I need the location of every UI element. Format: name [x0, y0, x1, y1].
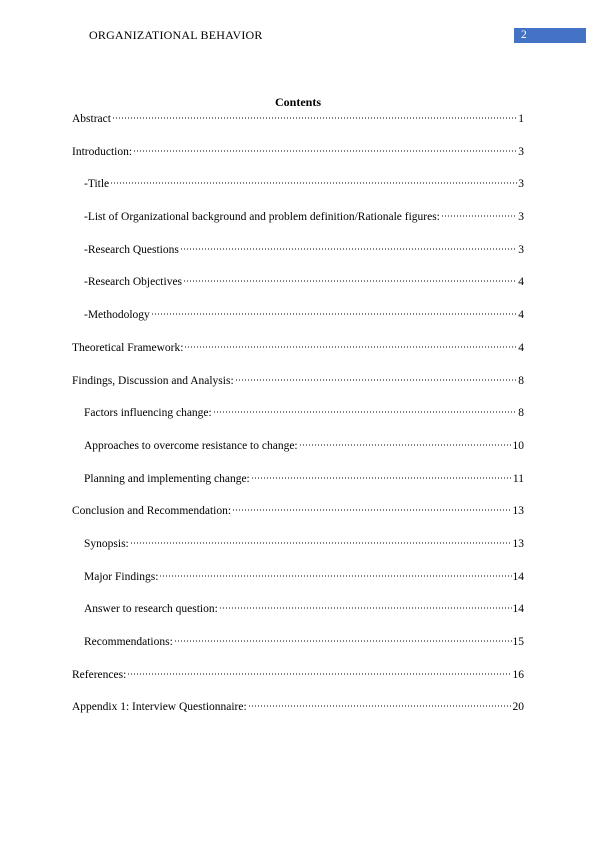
toc-entry[interactable] [72, 242, 524, 258]
toc-spacer [72, 127, 524, 144]
toc-spacer [72, 585, 524, 602]
toc-entry[interactable] [72, 471, 524, 487]
toc-entry[interactable] [72, 699, 524, 715]
page-header [0, 27, 596, 45]
toc-entry-label: Conclusion and Recommendation: [72, 505, 232, 518]
toc-entry-label: Abstract [72, 113, 111, 125]
toc-entry-label: -List of Organizational background and problem definition/Rationale figures: [84, 211, 440, 224]
toc-dot-leader [133, 150, 517, 152]
toc-entry[interactable] [72, 569, 524, 585]
toc-title: Contents [274, 95, 321, 109]
toc-dot-leader [299, 444, 512, 446]
toc-dot-leader [183, 280, 517, 282]
toc-entry-page-number: 3 [518, 211, 524, 224]
toc-dot-leader [235, 379, 518, 381]
toc-spacer [72, 617, 524, 634]
toc-entry-label: Introduction: [72, 145, 133, 158]
toc-entry-page-number: 16 [512, 668, 524, 681]
toc-dot-leader [159, 575, 511, 577]
toc-entry-page-number: 14 [512, 603, 524, 616]
toc-spacer [72, 421, 524, 438]
toc-dot-leader [174, 640, 512, 642]
toc-entry-page-number: 15 [512, 636, 524, 648]
toc-entry-label: Answer to research question: [84, 603, 218, 616]
toc-entry[interactable] [72, 405, 524, 421]
toc-entry[interactable] [72, 536, 524, 552]
toc-entry-page-number: 13 [512, 505, 524, 518]
toc-entry-label: -Title [84, 178, 110, 191]
toc-entry-page-number: 14 [512, 570, 524, 583]
toc-entry[interactable] [72, 176, 524, 192]
toc-entry-label: Theoretical Framework: [72, 341, 184, 354]
toc-spacer [72, 225, 524, 242]
toc-entry-page-number: 20 [512, 701, 524, 714]
toc-dot-leader [180, 248, 517, 250]
toc-entry[interactable] [72, 373, 524, 389]
toc-spacer [72, 650, 524, 667]
toc-entry-label: Factors influencing change: [84, 407, 212, 420]
toc-entry-page-number: 8 [518, 374, 524, 387]
toc-dot-leader [112, 117, 517, 119]
toc-spacer [72, 389, 524, 406]
toc-spacer [72, 356, 524, 373]
toc-entry-page-number: 3 [518, 145, 524, 158]
toc-entry-page-number: 3 [518, 178, 524, 191]
toc-spacer [72, 290, 524, 307]
toc-entry-page-number: 1 [518, 113, 524, 125]
toc-entry-page-number: 4 [518, 341, 524, 354]
toc-dot-leader [232, 509, 511, 511]
toc-entry[interactable] [72, 634, 524, 650]
toc-entry[interactable] [72, 503, 524, 519]
toc-dot-leader [130, 542, 512, 544]
toc-entry-page-number: 11 [512, 472, 524, 485]
toc-spacer [72, 160, 524, 177]
toc-dot-leader [110, 182, 517, 184]
toc-entry-label: -Research Questions [84, 243, 179, 256]
toc-entry[interactable] [72, 438, 524, 454]
toc-entry-page-number: 4 [518, 309, 524, 322]
toc-entry[interactable] [72, 274, 524, 290]
toc-entry[interactable] [72, 307, 524, 323]
toc-dot-leader [184, 346, 517, 348]
toc-dot-leader [441, 215, 517, 217]
toc-dot-leader [248, 705, 512, 707]
toc-entry-label: Major Findings: [84, 570, 159, 583]
toc-spacer [72, 683, 524, 700]
table-of-contents [72, 111, 524, 715]
toc-dot-leader [251, 477, 512, 479]
toc-spacer [72, 552, 524, 569]
toc-dot-leader [213, 411, 518, 413]
toc-dot-leader [219, 607, 512, 609]
toc-dot-leader [127, 673, 511, 675]
toc-entry-label: References: [72, 668, 127, 681]
toc-spacer [72, 323, 524, 340]
toc-entry-label: Recommendations: [84, 636, 173, 648]
toc-entry-page-number: 10 [512, 439, 524, 452]
page-number-badge: 2 [514, 28, 586, 43]
toc-entry[interactable] [72, 601, 524, 617]
toc-spacer [72, 519, 524, 536]
toc-entry[interactable] [72, 144, 524, 160]
toc-entry[interactable] [72, 340, 524, 356]
toc-entry[interactable] [72, 209, 524, 225]
toc-entry-page-number: 13 [512, 537, 524, 550]
header-title: ORGANIZATIONAL BEHAVIOR [89, 28, 263, 42]
toc-entry-page-number: 8 [518, 407, 524, 420]
toc-spacer [72, 192, 524, 209]
toc-entry-label: -Methodology [84, 309, 150, 322]
toc-entry-label: Synopsis: [84, 537, 129, 550]
toc-entry[interactable] [72, 667, 524, 683]
toc-spacer [72, 258, 524, 275]
toc-entry-label: Appendix 1: Interview Questionnaire: [72, 701, 247, 714]
toc-entry-label: Approaches to overcome resistance to change: [84, 439, 298, 452]
toc-dot-leader [151, 313, 517, 315]
toc-entry-page-number: 4 [518, 276, 524, 289]
toc-entry-label: Findings, Discussion and Analysis: [72, 374, 234, 387]
toc-entry[interactable] [72, 111, 524, 127]
toc-entry-label: Planning and implementing change: [84, 472, 250, 485]
toc-spacer [72, 487, 524, 504]
toc-spacer [72, 454, 524, 471]
toc-entry-label: -Research Objectives [84, 276, 183, 289]
toc-entry-page-number: 3 [518, 243, 524, 256]
